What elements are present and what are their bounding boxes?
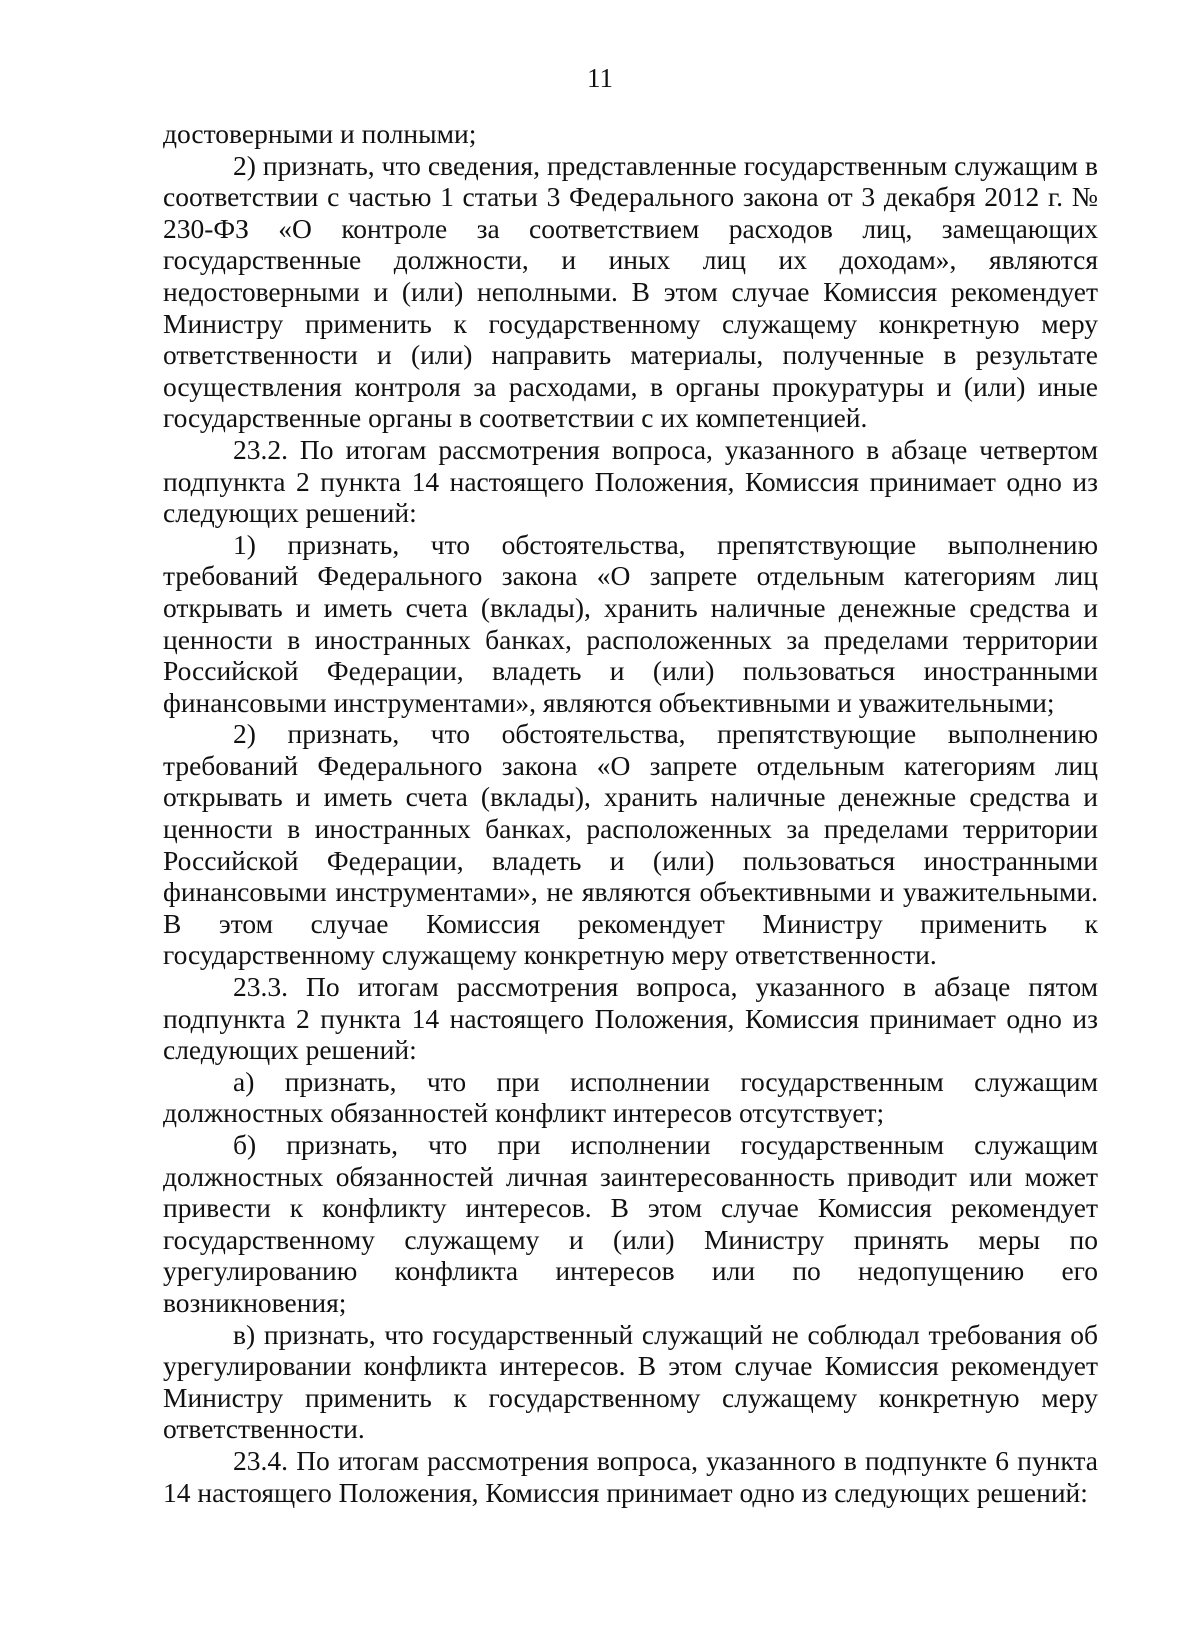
page-number: 11 (587, 63, 613, 93)
paragraph-23-2-item-1: 1) признать, что обстоятельства, препятствующие выполнению требований Федерального закона «О запрете отдельным категориям лиц открывать и иметь счета (вклады), хранить наличные денежные средства и ценности в иностранных банках, расположенных за пределами территории Российской Федерации, владеть и (или) пользоваться иностранными финансовыми инструментами», являются объективными и уважительными; (163, 528, 1098, 718)
paragraph-23-3-item-v: в) признать, что государственный служащий не соблюдал требования об урегулировании конфликта интересов. В этом случае Комиссия рекомендует Министру применить к государственному служащему конкретную меру ответственности. (163, 1318, 1098, 1445)
paragraph-continuation: достоверными и полными; (163, 118, 477, 149)
paragraph-23-2-item-2: 2) признать, что обстоятельства, препятствующие выполнению требований Федерального закона «О запрете отдельным категориям лиц открывать и иметь счета (вклады), хранить наличные денежные средства и ценности в иностранных банках, расположенных за пределами территории Российской Федерации, владеть и (или) пользоваться иностранными финансовыми инструментами», не являются объективными и уважительными. В этом случае Комиссия рекомендует Министру применить к государственному служащему конкретную меру ответственности. (163, 718, 1098, 971)
paragraph-23-3-item-b: б) признать, что при исполнении государственным служащим должностных обязанностей личная заинтересованность приводит или может привести к конфликту интересов. В этом случае Комиссия рекомендует государственному служащему и (или) Министру принять меры по урегулированию конфликта интересов или по недопущению его возникновения; (163, 1129, 1098, 1318)
document-body (163, 118, 1098, 1508)
paragraph-23-3-item-a: а) признать, что при исполнении государственным служащим должностных обязанностей конфликт интересов отсутствует; (163, 1065, 1098, 1129)
paragraph-23-4: 23.4. По итогам рассмотрения вопроса, указанного в подпункте 6 пункта 14 настоящего Положения, Комиссия принимает одно из следующих решений: (163, 1444, 1098, 1508)
paragraph-23-3: 23.3. По итогам рассмотрения вопроса, указанного в абзаце пятом подпункта 2 пункта 14 настоящего Положения, Комиссия принимает одно из следующих решений: (163, 971, 1098, 1066)
paragraph-23-2: 23.2. По итогам рассмотрения вопроса, указанного в абзаце четвертом подпункта 2 пункта 14 настоящего Положения, Комиссия принимает одно из следующих решений: (163, 433, 1098, 529)
paragraph-item-2: 2) признать, что сведения, представленные государственным служащим в соответствии с частью 1 статьи 3 Федерального закона от 3 декабря 2012 г. № 230-ФЗ «О контроле за соответствием расходов лиц, замещающих государственные должности, и иных лиц их доходам», являются недостоверными и (или) неполными. В этом случае Комиссия рекомендует Министру применить к государственному служащему конкретную меру ответственности и (или) направить материалы, полученные в результате осуществления контроля за расходами, в органы прокуратуры и (или) иные государственные органы в соответствии с их компетенцией. (163, 149, 1098, 434)
